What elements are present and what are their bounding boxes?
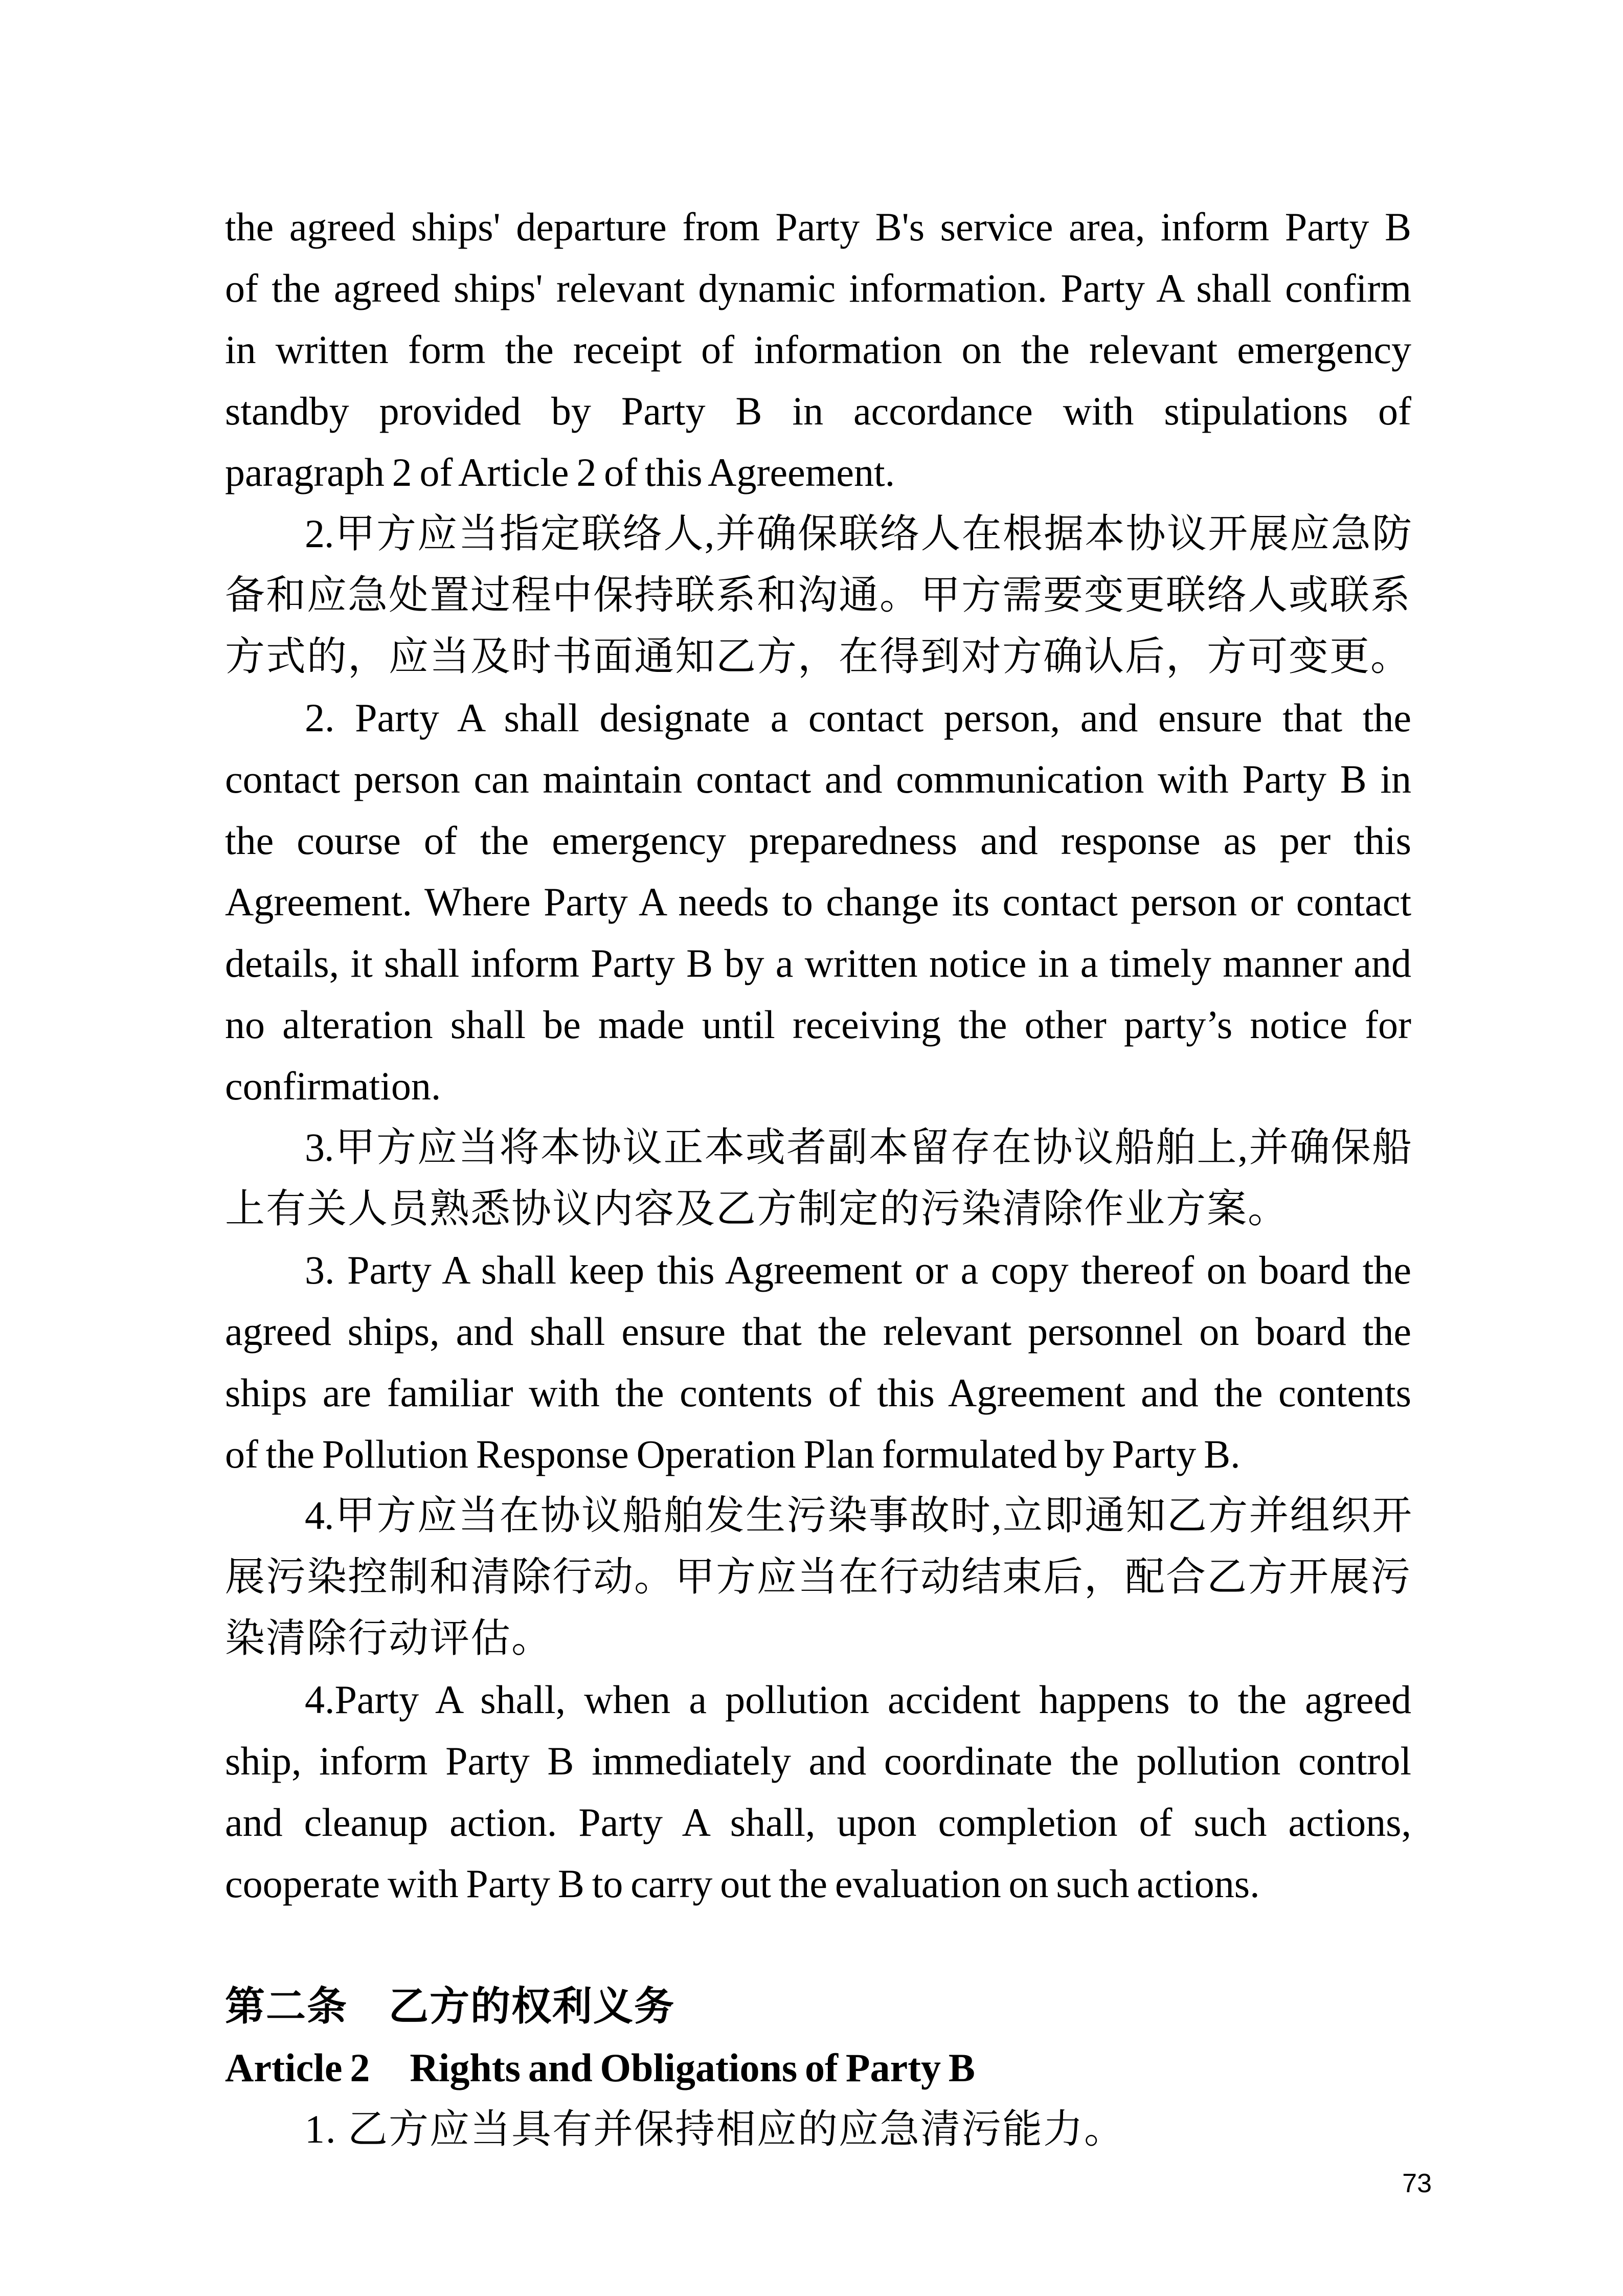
text-line: 2.甲方应当指定联络人,并确保联络人在根据本协议开展应急防 — [305, 511, 1411, 556]
zh-article2-item-1 — [225, 2099, 1411, 2160]
text-line: standby provided by Party B in accordance with stipulations of — [225, 389, 1411, 433]
text-line: 第二条 乙方的权利义务 — [225, 1984, 675, 2029]
en-paragraph-2 — [225, 687, 1411, 1117]
text-line: agreed ships, and shall ensure that the relevant personnel on board the — [225, 1309, 1411, 1354]
text-line: ship, inform Party B immediately and coordinate the pollution control — [225, 1739, 1411, 1783]
text-line: cooperate with Party B to carry out the evaluation on such actions. — [225, 1861, 1260, 1906]
text-line: details, it shall inform Party B by a written notice in a timely manner and — [225, 941, 1411, 985]
en-article-2-heading — [225, 2037, 1411, 2099]
text-line: 上有关人员熟悉协议内容及乙方制定的污染清除作业方案。 — [225, 1186, 1289, 1231]
document-body — [225, 196, 1411, 2160]
en-paragraph-4 — [225, 1669, 1411, 1915]
text-line: paragraph 2 of Article 2 of this Agreement. — [225, 450, 895, 494]
text-line: Article 2 Rights and Obligations of Party B — [225, 2045, 975, 2090]
text-line: confirmation. — [225, 1064, 441, 1108]
en-paragraph-1-continuation — [225, 196, 1411, 503]
text-line: 备和应急处置过程中保持联系和沟通。甲方需要变更联络人或联系 — [225, 573, 1412, 617]
text-line: of the Pollution Response Operation Plan formulated by Party B. — [225, 1432, 1241, 1476]
text-line: the course of the emergency preparedness and response as per this — [225, 818, 1411, 863]
text-line: 展污染控制和清除行动。甲方应当在行动结束后，配合乙方开展污 — [225, 1555, 1412, 1599]
text-line: the agreed ships' departure from Party B's service area, inform Party B — [225, 205, 1411, 249]
page-number: 73 — [1402, 2169, 1432, 2198]
text-line: no alteration shall be made until receiving the other party’s notice for — [225, 1002, 1411, 1047]
en-paragraph-3 — [225, 1240, 1411, 1485]
text-line: Agreement. Where Party A needs to change its contact person or contact — [225, 880, 1411, 924]
text-line: 2. Party A shall designate a contact person, and ensure that the — [305, 695, 1411, 740]
text-line: of the agreed ships' relevant dynamic information. Party A shall confirm — [225, 266, 1411, 310]
text-line: 4.甲方应当在协议船舶发生污染事故时,立即通知乙方并组织开 — [305, 1493, 1411, 1538]
blank-line — [225, 1915, 1411, 1976]
text-line: 方式的，应当及时书面通知乙方，在得到对方确认后，方可变更。 — [225, 634, 1412, 679]
text-line: 3.甲方应当将本协议正本或者副本留存在协议船舶上,并确保船 — [305, 1125, 1411, 1169]
text-line: in written form the receipt of information on the relevant emergency — [225, 327, 1411, 372]
text-line: 3. Party A shall keep this Agreement or a copy thereof on board the — [305, 1248, 1411, 1292]
zh-paragraph-3 — [225, 1117, 1411, 1240]
text-line: 1. 乙方应当具有并保持相应的应急清污能力。 — [305, 2107, 1125, 2151]
text-line: contact person can maintain contact and communication with Party B in — [225, 757, 1411, 801]
zh-article-2-heading — [225, 1976, 1411, 2037]
text-line: 染清除行动评估。 — [225, 1616, 553, 1660]
zh-paragraph-4 — [225, 1485, 1411, 1669]
text-line: and cleanup action. Party A shall, upon completion of such actions, — [225, 1800, 1411, 1844]
text-line: ships are familiar with the contents of this Agreement and the contents — [225, 1370, 1411, 1415]
zh-paragraph-2 — [225, 503, 1411, 687]
text-line: 4.Party A shall, when a pollution accident happens to the agreed — [305, 1677, 1411, 1722]
